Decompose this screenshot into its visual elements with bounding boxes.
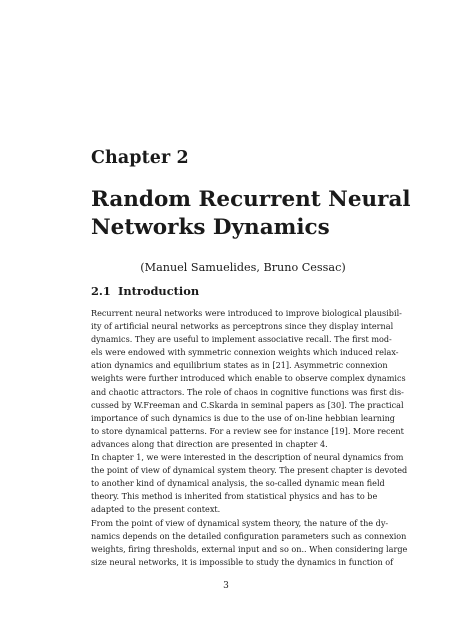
section-heading [91,284,199,298]
text-line: namics depends on the detailed configuration parameters such as connexion [91,530,407,541]
body-text [91,307,408,569]
text-line: cussed by W.Freeman and C.Skarda in seminal papers as [30]. The practical [91,399,404,410]
text-line: the point of view of dynamical system theory. The present chapter is devoted [91,465,408,476]
text-line: importance of such dynamics is due to the use of on-line hebbian learning [91,412,395,423]
chapter-title [91,186,411,242]
text-line: In chapter 1, we were interested in the description of neural dynamics from [91,452,404,463]
chapter-title-line: Random Recurrent Neural [91,187,411,212]
text-line: to another kind of dynamical analysis, the so-called dynamic mean field [91,478,385,489]
text-line: ation dynamics and equilibrium states as in [21]. Asymmetric connexion [91,360,388,371]
text-line: dynamics. They are useful to implement associative recall. The first mod- [91,334,392,345]
text-line: adapted to the present context. [91,504,221,515]
text-line: els were endowed with symmetric connexion weights which induced relax- [91,347,399,358]
text-line: weights, firing thresholds, external input and so on.. When considering large [91,543,408,554]
page-number: 3 [223,581,229,591]
text-line: to store dynamical patterns. For a review see for instance [19]. More recent [91,425,404,436]
text-line: From the point of view of dynamical system theory, the nature of the dy- [91,517,389,528]
text-line: ity of artificial neural networks as perceptrons since they display internal [91,321,394,332]
text-line: and chaotic attractors. The role of chaos in cognitive functions was first dis- [91,386,404,397]
text-line: Recurrent neural networks were introduced to improve biological plausibil- [91,308,402,318]
section-title: Introduction [118,284,200,298]
section-number: 2.1 [91,284,111,298]
chapter-title-line: Networks Dynamics [91,215,330,240]
chapter-authors: (Manuel Samuelides, Bruno Cessac) [140,261,346,274]
text-line: weights were further introduced which enable to observe complex dynamics [91,373,406,384]
text-line: theory. This method is inherited from statistical physics and has to be [91,491,378,502]
text-line: advances along that direction are presented in chapter 4. [91,438,328,449]
chapter-label: Chapter 2 [91,148,189,168]
text-line: size neural networks, it is impossible to study the dynamics in function of [91,556,394,567]
